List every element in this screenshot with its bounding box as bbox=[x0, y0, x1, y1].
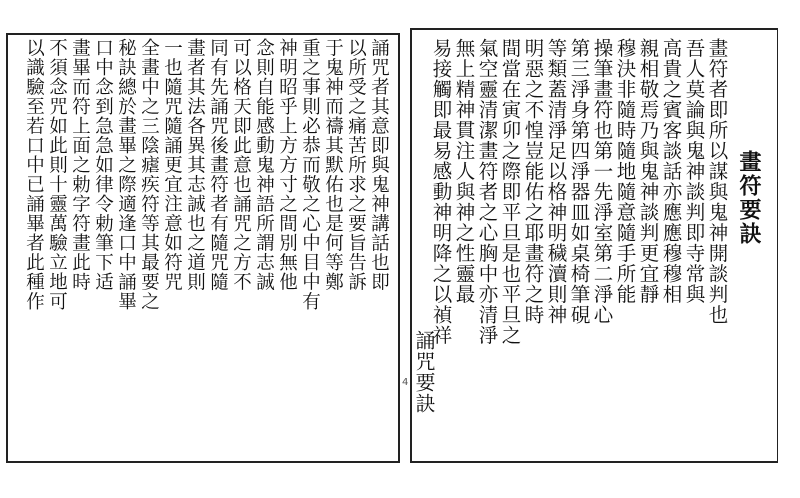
left-page-column: 畫畢而符上面之勅字符畫此時 bbox=[69, 38, 91, 292]
left-page-column: 全畫中之三陰瘧疾符等其最要之 bbox=[138, 38, 160, 311]
left-page-column: 重之事則必恭而敬之心中目中有 bbox=[299, 38, 321, 311]
left-page-column: 以識驗至若口中已誦畢者此種作 bbox=[23, 38, 45, 311]
section-title: 畫符要訣 bbox=[736, 150, 762, 246]
page-number: 4 bbox=[402, 377, 409, 388]
left-page-column: 口中念到急急如律令勅筆下适 bbox=[92, 38, 114, 292]
right-page-column: 高貴之賓客談話亦應應穆穆相 bbox=[659, 38, 683, 305]
right-page-column: 第三淨身第四淨器皿如桌椅筆硯 bbox=[567, 38, 591, 325]
left-page-column: 不須念咒如此則十靈萬驗立地可 bbox=[46, 38, 68, 311]
left-page-column: 神明昭乎上方方寸之間別無他 bbox=[276, 38, 298, 292]
left-page-column: 誦咒者其意即與鬼神講話也即 bbox=[368, 38, 390, 292]
left-page-column: 念則自能感動鬼神語所謂志誠 bbox=[253, 38, 275, 292]
left-page-column: 畫者其法各異其志誠也之道則 bbox=[184, 38, 206, 292]
right-page-column: 操筆畫符也第一先淨室第二淨心 bbox=[590, 38, 614, 325]
right-page-column: 易接觸即最易感動神明降之以禎祥 bbox=[429, 38, 453, 346]
right-page-column: 明惡之不惶豈能佑之耶畫符之時 bbox=[521, 38, 545, 325]
left-page-column: 以所受之痛苦所求之要旨告訴 bbox=[345, 38, 367, 292]
left-page-column: 同有先誦咒後畫符者有隨咒隨 bbox=[207, 38, 229, 292]
right-page-column: 氣空靈清潔畫符者之心胸中亦清淨 bbox=[475, 38, 499, 346]
left-page-column: 可以格天即此意也誦咒之方不 bbox=[230, 38, 252, 292]
right-page-column: 穆決非隨時隨地隨意隨手所能 bbox=[613, 38, 637, 305]
right-page-column: 畫符者即所以謀與鬼神開談判也 bbox=[705, 38, 729, 325]
right-page-column: 等類蓋清淨足以格神明穢瀆則神 bbox=[544, 38, 568, 325]
right-page-column: 間當在寅卯之際即平旦是也平旦之 bbox=[498, 38, 522, 346]
right-page-column: 親相敬焉乃與鬼神談判更宜靜 bbox=[636, 38, 660, 305]
right-page-column: 吾人莫論與鬼神談判即寺常與 bbox=[682, 38, 706, 305]
section-subtitle: 誦咒要訣 bbox=[412, 330, 436, 414]
left-page-column: 秘訣總於畫畢之際適逢口中誦畢 bbox=[115, 38, 137, 311]
left-page-column: 一也隨咒隨誦更宜注意如符咒 bbox=[161, 38, 183, 292]
right-page-column: 無上精神貫注人與神之性靈最 bbox=[452, 38, 476, 305]
left-page-column: 于鬼神而禱其默佑也是何等鄭 bbox=[322, 38, 344, 292]
